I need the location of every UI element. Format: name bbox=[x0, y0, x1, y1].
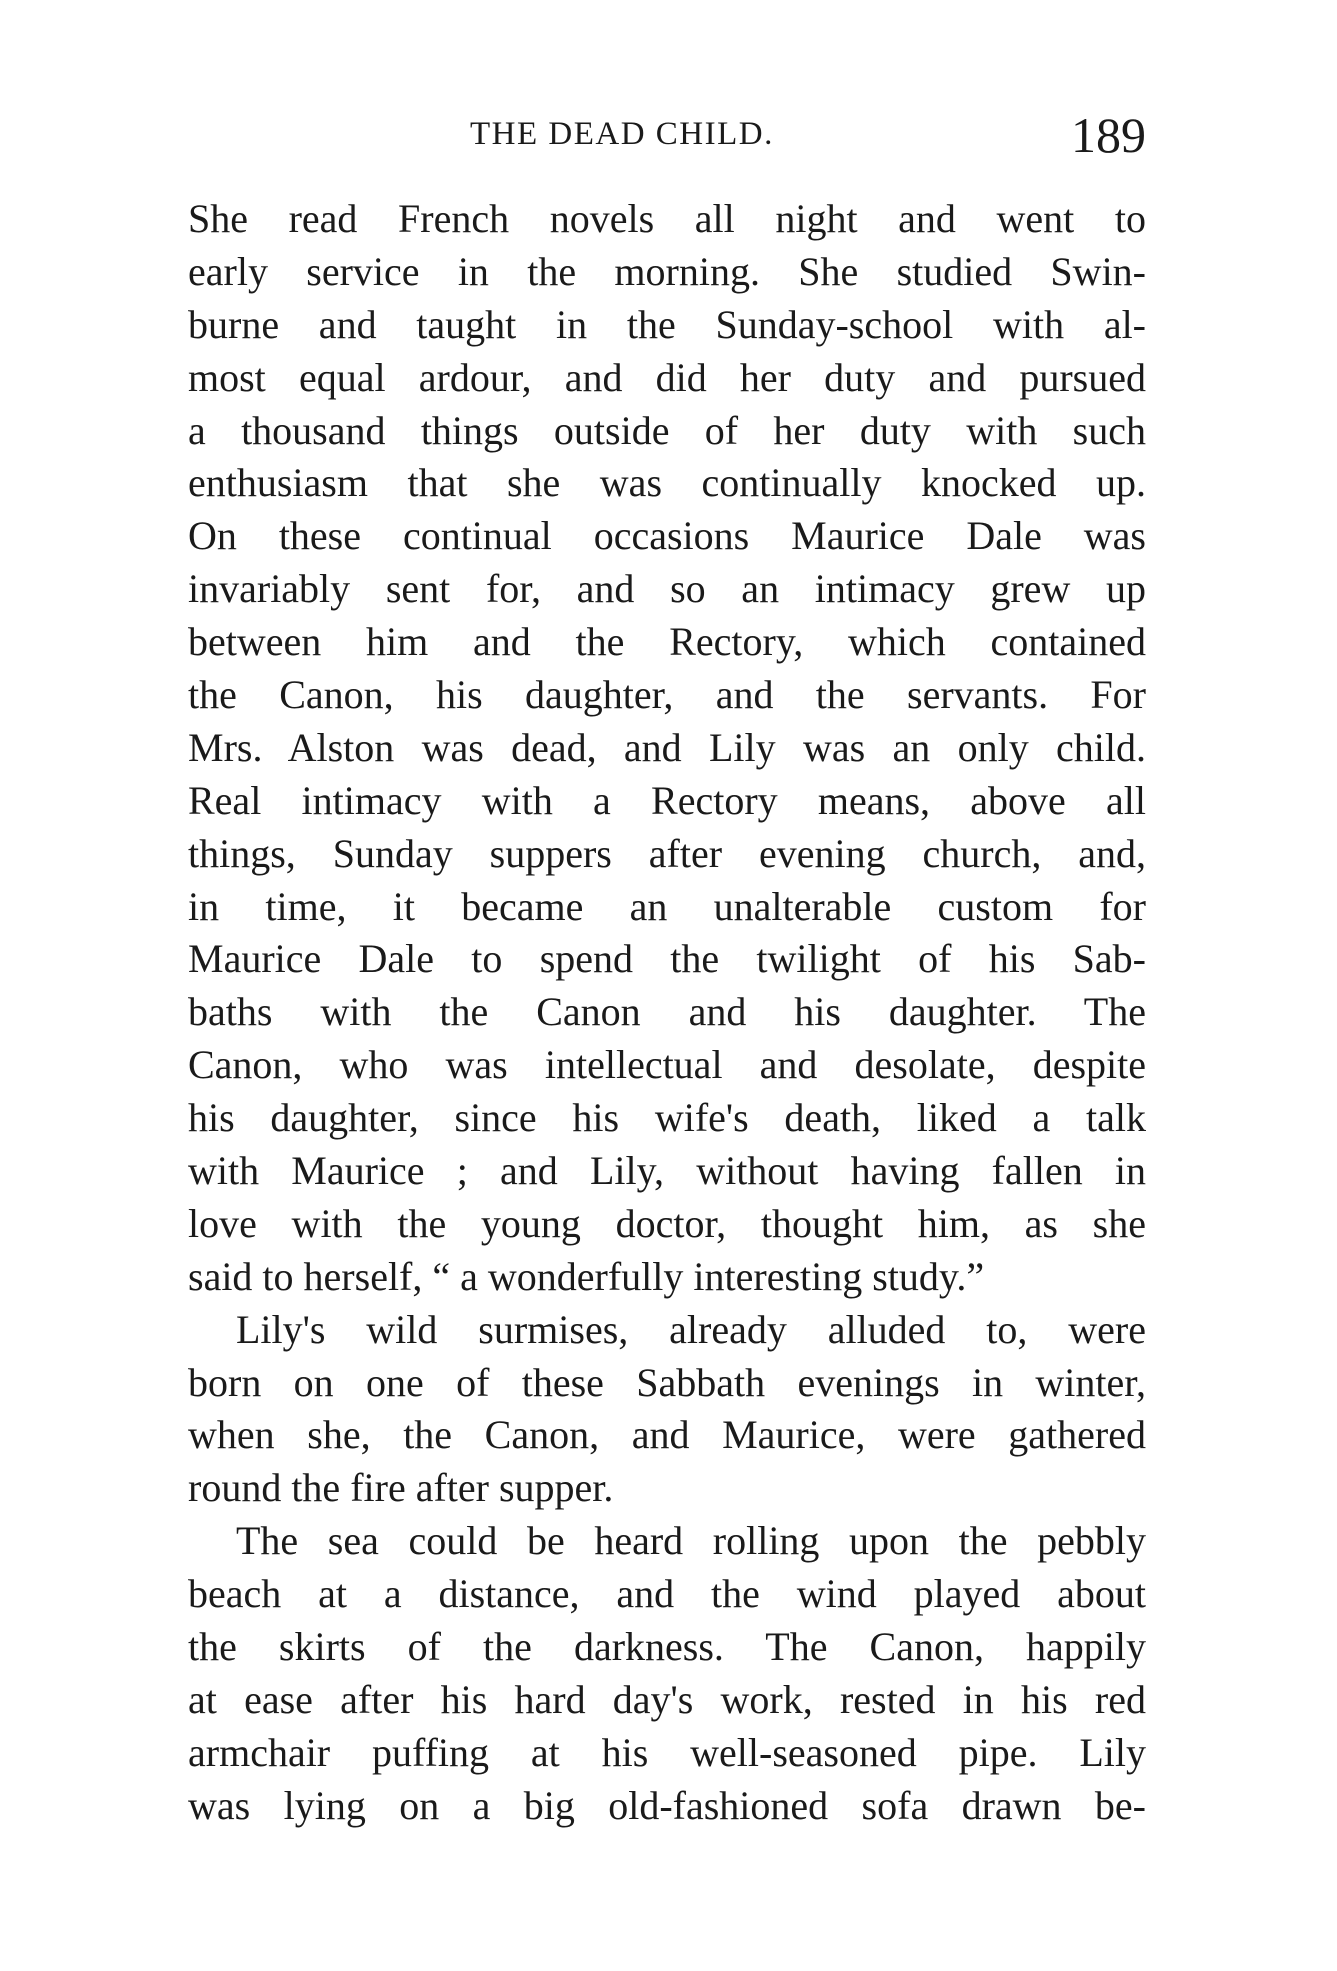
text-line: She read French novels all night and went to bbox=[188, 196, 1146, 241]
text-line: his daughter, since his wife's death, liked a talk bbox=[188, 1095, 1146, 1141]
text-line: burne and taught in the Sunday-school with al- bbox=[188, 301, 1146, 347]
text-line: between him and the Rectory, which contained bbox=[188, 619, 1146, 665]
paragraph-start-line: Lily's wild surmises, already alluded to, were bbox=[236, 1306, 1146, 1352]
text-line: with Maurice ; and Lily, without having fallen in bbox=[188, 1148, 1146, 1194]
text-line: at ease after his hard day's work, rested in his red bbox=[188, 1676, 1146, 1722]
text-line: Canon, who was intellectual and desolate, despite bbox=[188, 1042, 1146, 1088]
text-line: when she, the Canon, and Maurice, were gathered bbox=[188, 1412, 1146, 1458]
running-head bbox=[188, 107, 1146, 170]
paragraph-end-line: said to herself, “ a wonderfully interesting study.” bbox=[188, 1253, 985, 1299]
text-line: Real intimacy with a Rectory means, above all bbox=[188, 777, 1146, 823]
paragraph-start-line: The sea could be heard rolling upon the pebbly bbox=[236, 1518, 1146, 1564]
text-line: On these continual occasions Maurice Dale was bbox=[188, 513, 1146, 559]
text-line: the Canon, his daughter, and the servants. For bbox=[188, 672, 1146, 718]
text-line: things, Sunday suppers after evening church, and, bbox=[188, 830, 1146, 876]
text-line: armchair puffing at his well-seasoned pipe. Lily bbox=[188, 1729, 1146, 1775]
text-line: early service in the morning. She studied Swin- bbox=[188, 248, 1146, 294]
paragraph-end-line: round the fire after supper. bbox=[188, 1465, 614, 1511]
text-line: beach at a distance, and the wind played about bbox=[188, 1571, 1146, 1617]
running-title: THE DEAD CHILD. bbox=[470, 116, 774, 152]
text-line: the skirts of the darkness. The Canon, happily bbox=[188, 1624, 1146, 1670]
text-line: invariably sent for, and so an intimacy grew up bbox=[188, 566, 1146, 612]
text-line: love with the young doctor, thought him, as she bbox=[188, 1200, 1146, 1246]
text-line: in time, it became an unalterable custom for bbox=[188, 883, 1146, 929]
text-line: enthusiasm that she was continually knocked up. bbox=[188, 460, 1146, 506]
text-line: was lying on a big old-fashioned sofa drawn be- bbox=[188, 1782, 1146, 1828]
page-number: 189 bbox=[1071, 107, 1146, 163]
text-line: a thousand things outside of her duty with such bbox=[188, 407, 1146, 453]
body-text bbox=[188, 193, 1146, 1833]
text-line: born on one of these Sabbath evenings in winter, bbox=[188, 1359, 1146, 1405]
text-line: baths with the Canon and his daughter. The bbox=[188, 989, 1146, 1035]
text-line: Maurice Dale to spend the twilight of his Sab- bbox=[188, 936, 1146, 982]
text-line: Mrs. Alston was dead, and Lily was an only child. bbox=[188, 724, 1146, 770]
text-line: most equal ardour, and did her duty and pursued bbox=[188, 354, 1146, 400]
